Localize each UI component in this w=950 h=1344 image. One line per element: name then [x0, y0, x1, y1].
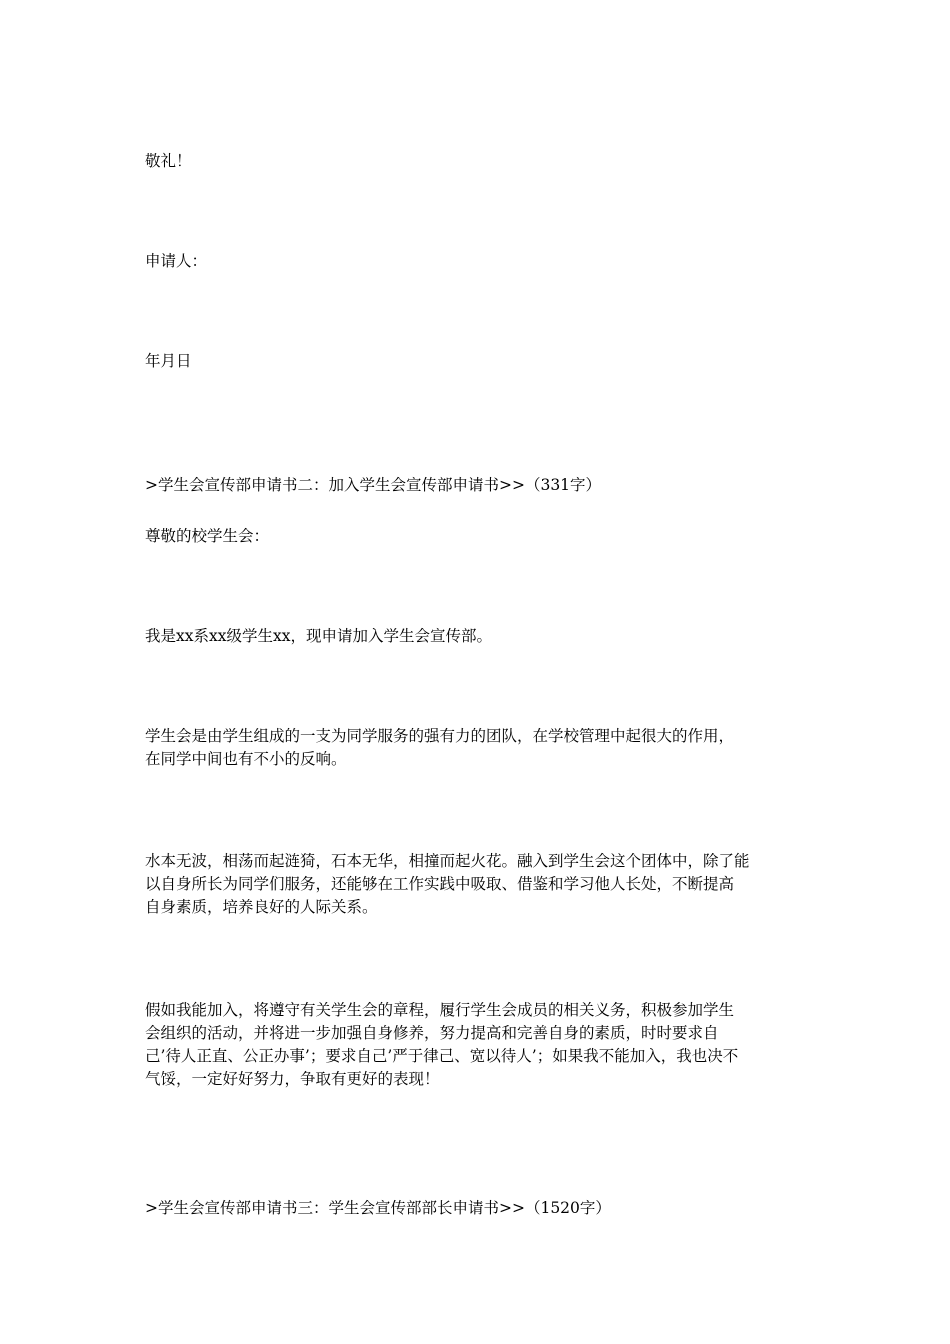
paragraph-1: 我是xx系xx级学生xx，现申请加入学生会宣传部。 [145, 627, 492, 645]
paragraph-4-line-3: 己’待人正直、公正办事’；要求自己’严于律己、宽以待人’；如果我不能加入，我也决不 [145, 1047, 739, 1065]
paragraph-3-line-1: 水本无波，相荡而起涟猗，石本无华，相撞而起火花。融入到学生会这个团体中，除了能 [145, 852, 750, 870]
date-label: 年月日 [145, 352, 192, 370]
section-heading-3: >学生会宣传部申请书三：学生会宣传部部长申请书>>（1520字） [145, 1199, 611, 1217]
paragraph-4-line-4: 气馁，一定好好努力，争取有更好的表现！ [145, 1070, 440, 1088]
paragraph-3-line-2: 以自身所长为同学们服务，还能够在工作实践中吸取、借鉴和学习他人长处，不断提高 [145, 875, 735, 893]
section-heading-2: >学生会宣传部申请书二：加入学生会宣传部申请书>>（331字） [145, 476, 602, 494]
paragraph-2-line-1: 学生会是由学生组成的一支为同学服务的强有力的团队，在学校管理中起很大的作用， [145, 727, 735, 745]
closing-text: 敬礼！ [145, 152, 192, 170]
paragraph-3-line-3: 自身素质，培养良好的人际关系。 [145, 898, 378, 916]
paragraph-4-line-2: 会组织的活动，并将进一步加强自身修养，努力提高和完善自身的素质，时时要求自 [145, 1024, 719, 1042]
applicant-label: 申请人： [145, 252, 208, 270]
salutation: 尊敬的校学生会： [145, 527, 270, 545]
paragraph-4-line-1: 假如我能加入，将遵守有关学生会的章程，履行学生会成员的相关义务，积极参加学生 [145, 1001, 735, 1019]
paragraph-2-line-2: 在同学中间也有不小的反响。 [145, 750, 347, 768]
